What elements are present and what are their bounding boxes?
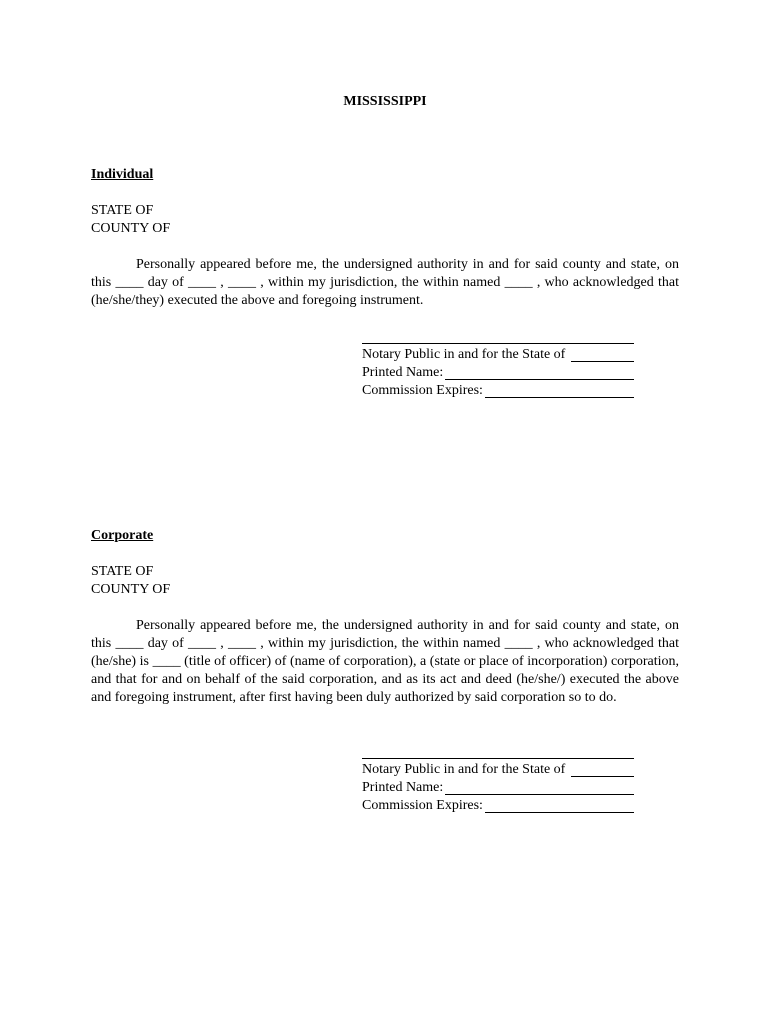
individual-signature-line bbox=[362, 343, 634, 344]
individual-commission-blank bbox=[485, 383, 634, 398]
corporate-printed-name-blank bbox=[445, 780, 634, 795]
individual-printed-name-blank bbox=[445, 365, 634, 380]
corporate-commission-blank bbox=[485, 798, 634, 813]
corporate-notary-row bbox=[362, 761, 634, 779]
individual-heading: Individual bbox=[91, 167, 154, 182]
individual-commission-row bbox=[362, 382, 634, 400]
individual-venue-block bbox=[91, 202, 679, 238]
corporate-acknowledgment-paragraph: Personally appeared before me, the undersigned authority in and for said county and state, on this ____ day of ____ , ____ , within my jurisdiction, the within named ____ , who acknowledged that (he/she) is ____ (title of officer) of (name of corporation), a (state or place of incorporation) corporation, and that for and on behalf of the said corporation, and as its act and deed (he/she/) executed the above and foregoing instrument, after first having been duly authorized by said corporation so to do. bbox=[91, 618, 679, 705]
individual-commission-label: Commission Expires: bbox=[362, 383, 483, 398]
corporate-notary-label: Notary Public in and for the State of bbox=[362, 762, 566, 777]
document-title: MISSISSIPPI bbox=[343, 94, 427, 109]
corporate-venue-block bbox=[91, 563, 679, 599]
individual-state-label: STATE OF bbox=[91, 203, 154, 218]
corporate-notary-state-blank bbox=[571, 762, 634, 777]
corporate-signature-block bbox=[362, 758, 634, 815]
corporate-county-label: COUNTY OF bbox=[91, 582, 171, 597]
corporate-printed-name-label: Printed Name: bbox=[362, 780, 444, 795]
individual-notary-label: Notary Public in and for the State of bbox=[362, 347, 566, 362]
corporate-state-label: STATE OF bbox=[91, 564, 154, 579]
corporate-commission-row bbox=[362, 797, 634, 815]
individual-county-label: COUNTY OF bbox=[91, 221, 171, 236]
individual-printed-name-row bbox=[362, 364, 634, 382]
corporate-signature-line bbox=[362, 758, 634, 759]
individual-notary-state-blank bbox=[571, 347, 634, 362]
individual-notary-row bbox=[362, 346, 634, 364]
corporate-printed-name-row bbox=[362, 779, 634, 797]
corporate-section bbox=[91, 527, 679, 707]
individual-section bbox=[91, 166, 679, 310]
corporate-heading: Corporate bbox=[91, 528, 154, 543]
corporate-commission-label: Commission Expires: bbox=[362, 798, 483, 813]
individual-acknowledgment-paragraph: Personally appeared before me, the undersigned authority in and for said county and state, on this ____ day of ____ , ____ , within my jurisdiction, the within named ____ , who acknowledged that (he/she/they) executed the above and foregoing instrument. bbox=[91, 257, 679, 308]
individual-printed-name-label: Printed Name: bbox=[362, 365, 444, 380]
individual-signature-block bbox=[362, 343, 634, 400]
